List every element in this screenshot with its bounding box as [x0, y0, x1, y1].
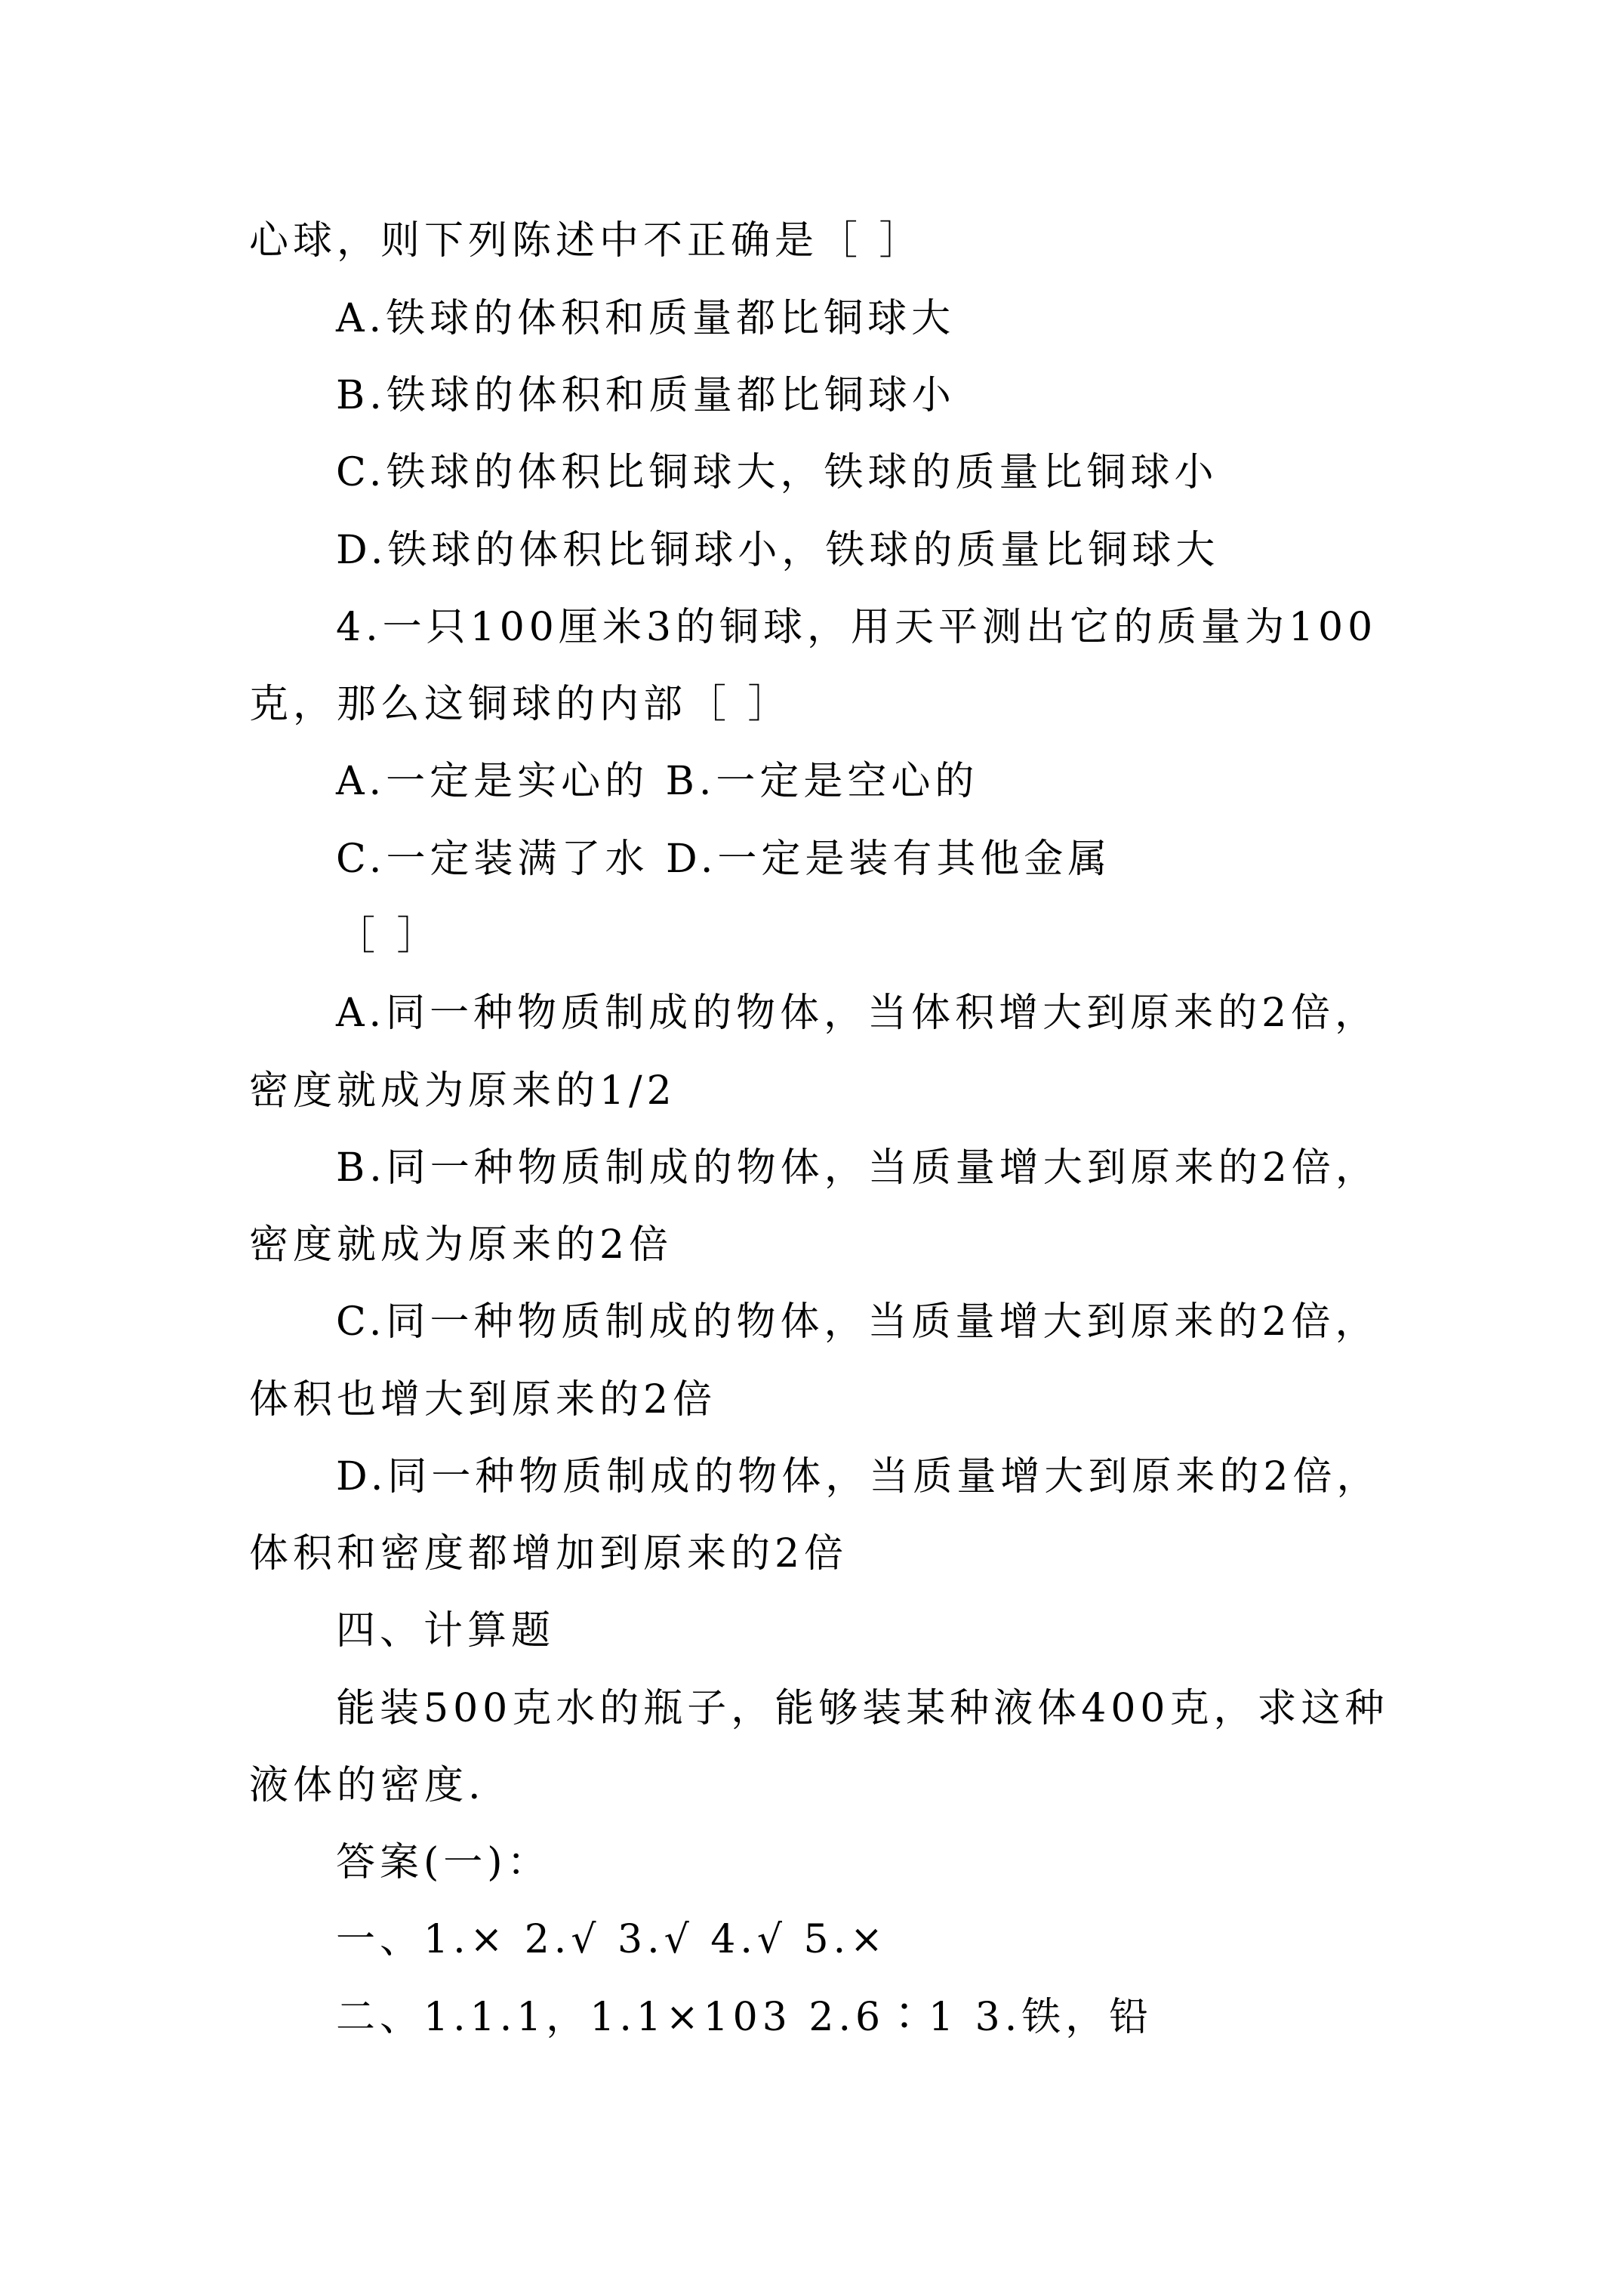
text-line: 液体的密度. [249, 1763, 485, 1808]
text-line: 答案(一)： [336, 1840, 551, 1885]
text-line: C.同一种物质制成的物体，当质量增大到原来的2倍， [336, 1299, 1379, 1345]
text-line: C.铁球的体积比铜球大，铁球的质量比铜球小 [336, 450, 1218, 495]
text-line: 密度就成为原来的2倍 [249, 1222, 673, 1268]
text-line: 体积和密度都增加到原来的2倍 [249, 1531, 848, 1576]
text-line: 克，那么这铜球的内部［ ］ [249, 682, 792, 727]
text-line: 心球，则下列陈述中不正确是［ ］ [249, 218, 923, 264]
text-line: 四、计算题 [336, 1608, 556, 1653]
text-line: D.铁球的体积比铜球小，铁球的质量比铜球大 [336, 528, 1220, 573]
text-line: B.铁球的体积和质量都比铜球小 [336, 373, 956, 418]
text-line: A.一定是实心的 B.一定是空心的 [336, 759, 979, 804]
text-line: ［ ］ [336, 914, 441, 959]
text-line: A.同一种物质制成的物体，当体积增大到原来的2倍， [336, 991, 1379, 1036]
text-line: 体积也增大到原来的2倍 [249, 1377, 717, 1422]
text-line: D.同一种物质制成的物体，当质量增大到原来的2倍， [336, 1454, 1381, 1499]
text-line: 能装500克水的瓶子，能够装某种液体400克，求这种 [336, 1686, 1389, 1731]
text-line: 4.一只100厘米3的铜球，用天平测出它的质量为100 [336, 605, 1378, 650]
text-line: B.同一种物质制成的物体，当质量增大到原来的2倍， [336, 1145, 1379, 1191]
text-line: 密度就成为原来的1/2 [249, 1068, 676, 1114]
text-line: 一、1.× 2.√ 3.√ 4.√ 5.× [336, 1917, 888, 1962]
text-line: C.一定装满了水 D.一定是装有其他金属 [336, 837, 1112, 882]
text-line: 二、1.1.1，1.1×103 2.6∶1 3.铁，铅 [336, 1995, 1153, 2040]
text-line: A.铁球的体积和质量都比铜球大 [336, 296, 956, 341]
